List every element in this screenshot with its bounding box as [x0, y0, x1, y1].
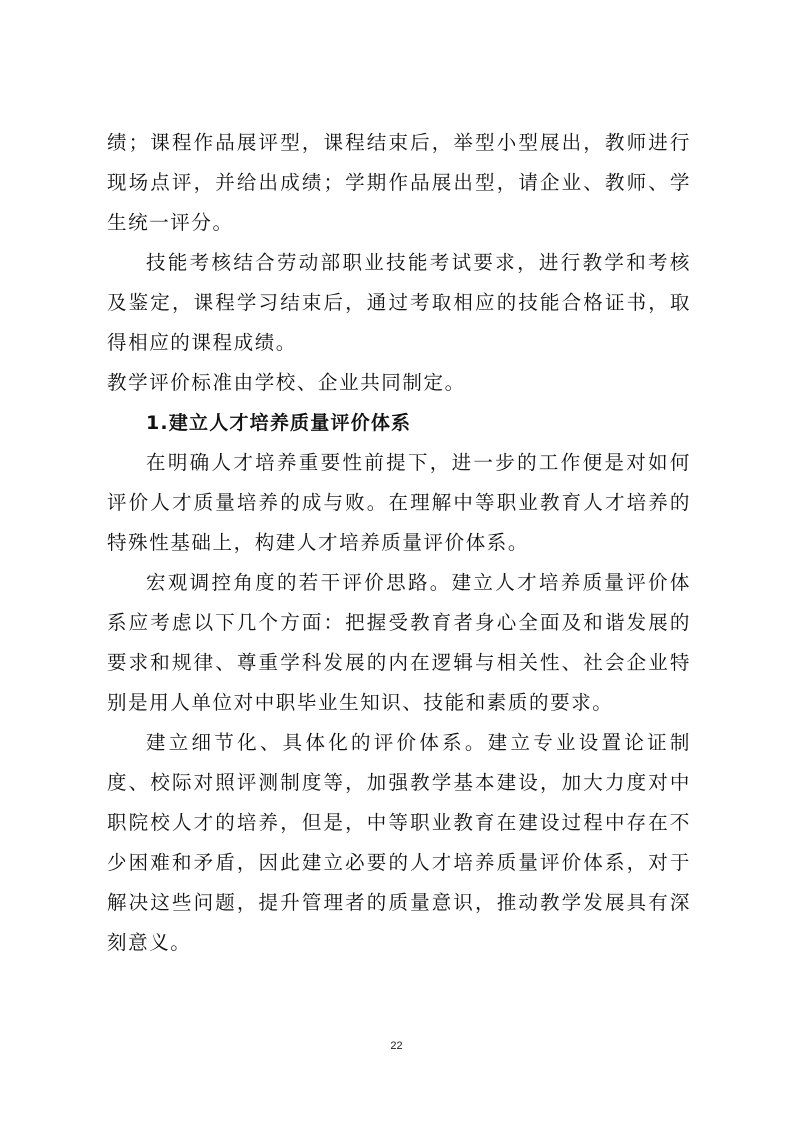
paragraph-continuation: 绩；课程作品展评型，课程结束后，举型小型展出，教师进行现场点评，并给出成绩；学期作品展出型，请企业、教师、学生统一评分。 — [107, 131, 691, 234]
paragraph-skill-assessment: 技能考核结合劳动部职业技能考试要求，进行教学和考核及鉴定，课程学习结束后，通过考取相应的技能合格证书，取得相应的课程成绩。 — [107, 251, 691, 354]
paragraph-macro-evaluation: 宏观调控角度的若干评价思路。建立人才培养质量评价体系应考虑以下几个方面：把握受教育者身心全面及和谐发展的要求和规律、尊重学科发展的内在逻辑与相关性、社会企业特别是用人单位对中职毕业生知识、技能和素质的要求。 — [107, 571, 691, 714]
section-heading: 1.建立人才培养质量评价体系 — [146, 412, 412, 434]
paragraph-detailed-evaluation: 建立细节化、具体化的评价体系。建立专业设置论证制度、校际对照评测制度等，加强教学基本建设，加大力度对中职院校人才的培养，但是，中等职业教育在建设过程中存在不少困难和矛盾，因此建立必要的人才培养质量评价体系，对于解决这些问题，提升管理者的质量意识，推动教学发展具有深刻意义。 — [107, 731, 691, 954]
paragraph-quality-importance: 在明确人才培养重要性前提下，进一步的工作便是对如何评价人才质量培养的成与败。在理解中等职业教育人才培养的特殊性基础上，构建人才培养质量评价体系。 — [107, 451, 691, 554]
page-body — [107, 123, 691, 963]
paragraph-evaluation-standard: 教学评价标准由学校、企业共同制定。 — [107, 371, 466, 394]
page-number: 22 — [390, 1040, 403, 1052]
